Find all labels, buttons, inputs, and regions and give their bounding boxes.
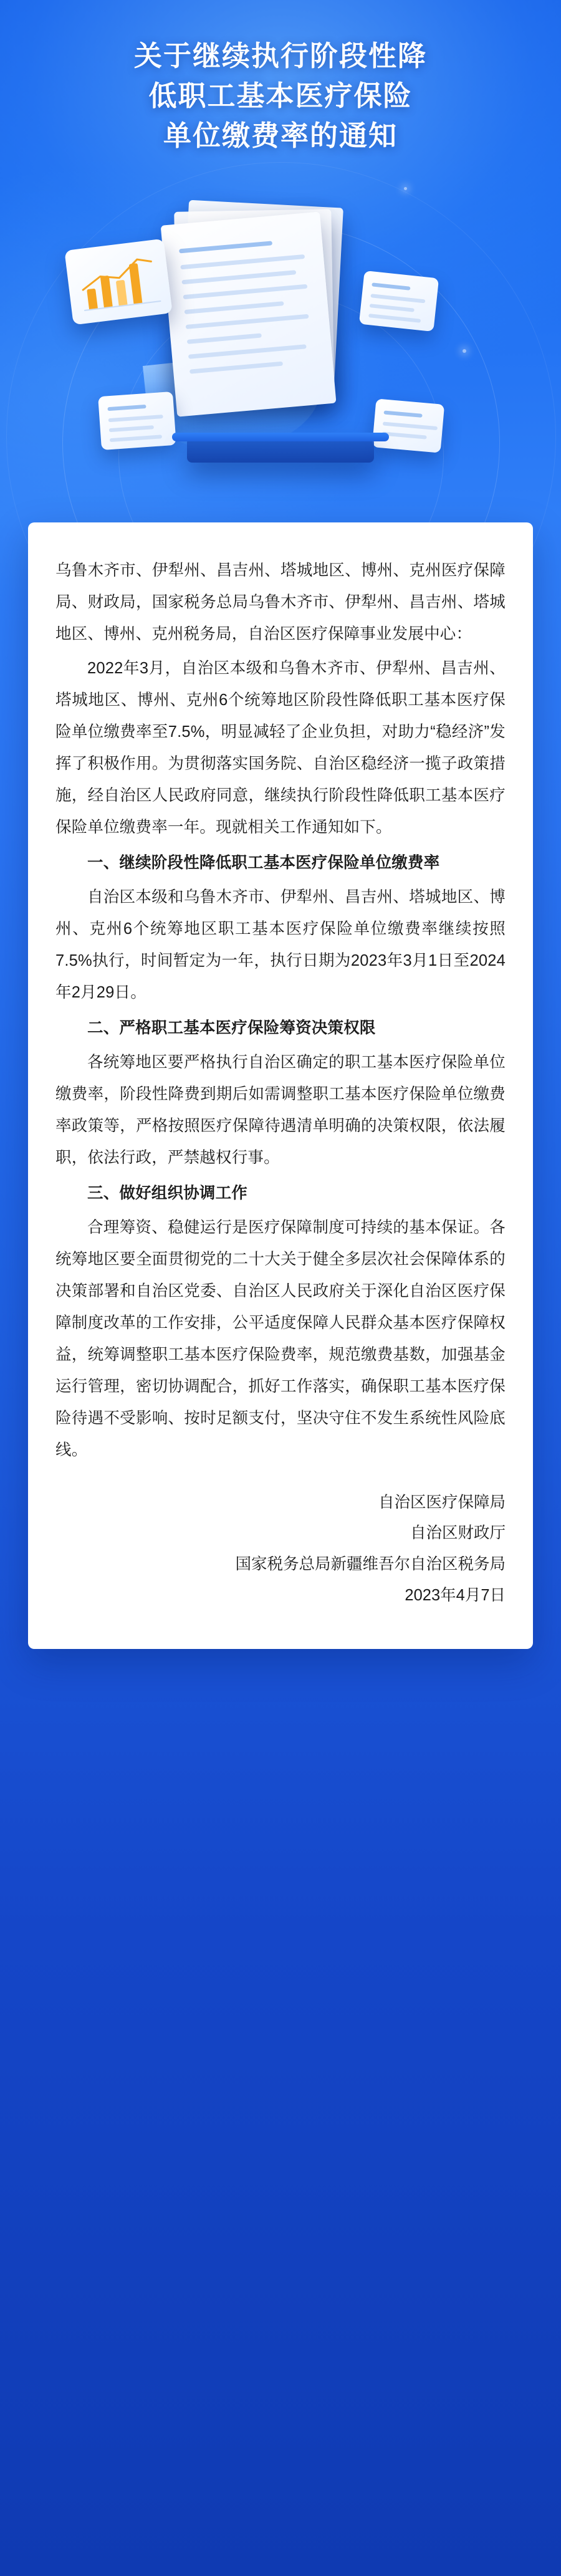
platform-base xyxy=(187,438,374,463)
page-title xyxy=(0,0,561,156)
title-line-3: 单位缴费率的通知 xyxy=(163,119,398,151)
section-3-heading: 三、做好组织协调工作 xyxy=(87,1184,248,1202)
intro-paragraph: 2022年3月，自治区本级和乌鲁木齐市、伊犁州、昌吉州、塔城地区、博州、克州6个统筹地区阶段性降低职工基本医疗保险单位缴费率至7.5%，明显减轻了企业负担，对助力“稳经济”发挥了积极作用。为贯彻落实国务院、自治区稳经济一揽子政策措施，经自治区人民政府同意，继续执行阶段性降低职工基本医疗保险单位缴费率一年。现就相关工作通知如下。 xyxy=(55,659,506,836)
section-1-body: 自治区本级和乌鲁木齐市、伊犁州、昌吉州、塔城地区、博州、克州6个统筹地区职工基本医疗保险单位缴费率继续按照7.5%执行，时间暂定为一年，执行日期为2023年3月1日至2024年2月29日。 xyxy=(55,888,506,1001)
signature-line-3: 国家税务总局新疆维吾尔自治区税务局 xyxy=(235,1555,506,1574)
header-illustration xyxy=(0,170,561,519)
signature-date: 2023年4月7日 xyxy=(405,1586,506,1604)
title-line-2: 低职工基本医疗保险 xyxy=(148,79,413,112)
title-line-1: 关于继续执行阶段性降 xyxy=(133,40,427,72)
signature-block xyxy=(55,1487,506,1612)
section-1-heading: 一、继续阶段性降低职工基本医疗保险单位缴费率 xyxy=(87,853,440,872)
document-card-icon xyxy=(98,392,176,450)
paper-sheet-front xyxy=(161,211,337,416)
bar-chart-card-icon xyxy=(64,238,172,325)
section-3-body: 合理筹资、稳健运行是医疗保障制度可持续的基本保证。各统筹地区要全面贯彻党的二十大关于健全多层次社会保障体系的决策部署和自治区党委、自治区人民政府关于深化自治区医疗保障制度改革的工作安排，公平适度保障人民群众基本医疗保障权益，统筹调整职工基本医疗保险费率，规范缴费基数，加强基金运行管理，密切协调配合，抓好工作落实，确保职工基本医疗保险待遇不受影响、按时足额支付，坚决守住不发生系统性风险底线。 xyxy=(55,1218,506,1459)
signature-line-2: 自治区财政厅 xyxy=(410,1524,506,1542)
section-2-body: 各统筹地区要严格执行自治区确定的职工基本医疗保险单位缴费率，阶段性降费到期后如需调整职工基本医疗保险单位缴费率政策等，严格按照医疗保障待遇清单明确的决策权限，依法履职，依法行政，严禁越权行事。 xyxy=(55,1053,506,1166)
section-2-heading: 二、严格职工基本医疗保险筹资决策权限 xyxy=(87,1019,376,1037)
trend-line-icon xyxy=(77,251,158,295)
document-card-icon xyxy=(359,271,439,332)
signature-line-1: 自治区医疗保障局 xyxy=(378,1493,506,1511)
addressee-paragraph: 乌鲁木齐市、伊犁州、昌吉州、塔城地区、博州、克州医疗保障局、财政局，国家税务总局乌鲁木齐市、伊犁州、昌吉州、塔城地区、博州、克州税务局，自治区医疗保障事业发展中心： xyxy=(55,561,506,643)
paper-stack xyxy=(163,199,361,414)
notice-document-card xyxy=(28,522,533,1649)
document-card-icon xyxy=(372,398,444,453)
page-bottom-space xyxy=(0,1649,561,1686)
